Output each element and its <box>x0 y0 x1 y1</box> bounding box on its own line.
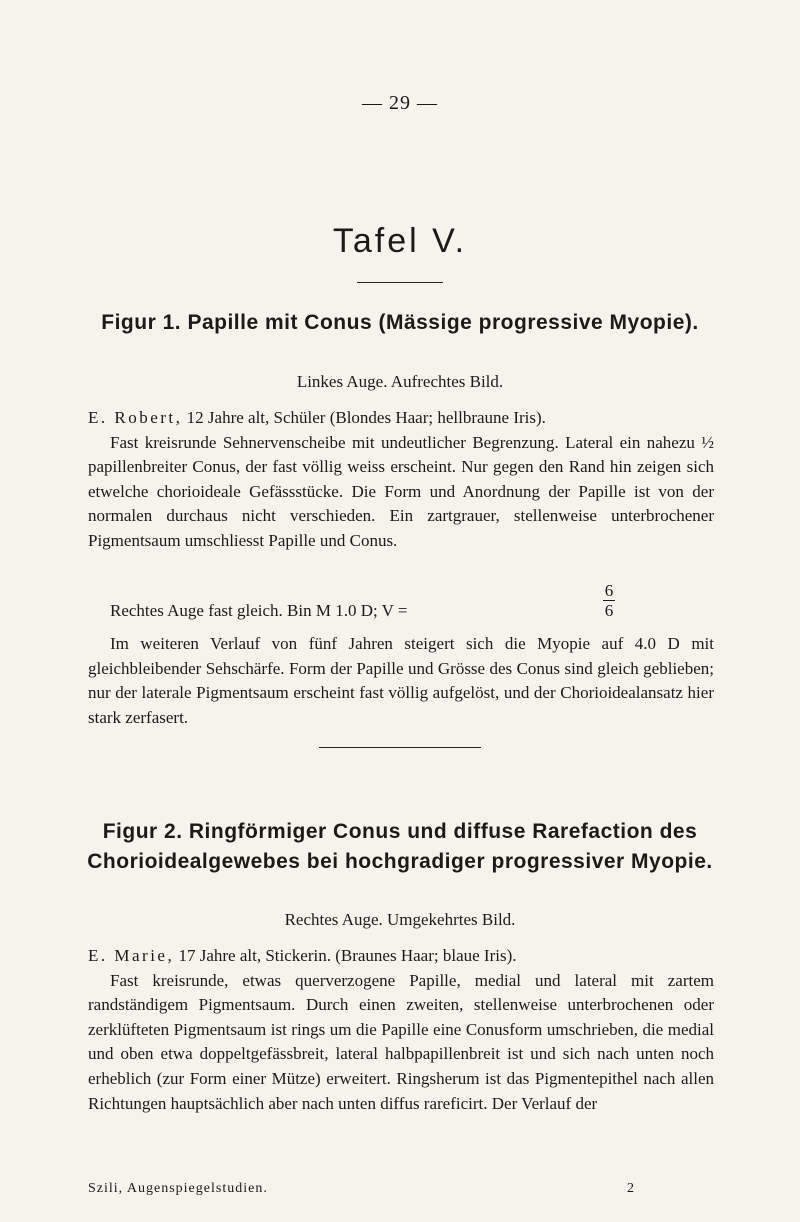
figure1-followup-block <box>88 632 714 730</box>
figure1-eye: Linkes Auge. Aufrechtes Bild. <box>296 372 504 391</box>
figure1-patient-name: E. Robert, <box>88 408 183 427</box>
figure1-text <box>88 406 714 554</box>
section-divider <box>319 747 481 748</box>
title-divider <box>357 282 443 283</box>
footer-signature: 2 <box>627 1181 634 1196</box>
figure2-title: Figur 2. Ringförmiger Conus und diffuse Rarefaction des Chorioidealgewebes bei hochgradiger progressiver Myopie. <box>87 820 713 873</box>
plate-title: Tafel V. <box>332 222 468 260</box>
figure1-refraction: Rechtes Auge fast gleich. Bin M 1.0 D; V = <box>110 601 408 620</box>
acuity-numerator: 6 <box>604 581 614 600</box>
acuity-denominator: 6 <box>604 601 614 620</box>
figure2-description: Fast kreisrunde, etwas querverzogene Papille, medial und lateral mit zartem randständigem Pigmentsaum. Durch einen zweiten, stellenweise unterbrochenen oder zerklüfteten Pigmentsaum ist rings um die Papille eine Conusform umschrieben, die medial und oben etwa doppeltgefässbreit, lateral halbpapillenbreit ist und sich nach unten noch erheblich (zur Form einer Mütze) erweitert. Ringsherum ist das Pigmentepithel nach allen Richtungen hauptsächlich aber nach unten diffus rareficirt. Der Verlauf der <box>88 970 714 1113</box>
figure1-title: Figur 1. Papille mit Conus (Mässige progressive Myopie). <box>101 311 699 334</box>
figure2-patient <box>88 944 714 969</box>
footer-source: Szili, Augenspiegelstudien. <box>88 1181 268 1196</box>
figure2-patient-name: E. Marie, <box>88 946 175 965</box>
figure1-description: Fast kreisrunde Sehnervenscheibe mit undeutlicher Begrenzung. Lateral ein nahezu ½ papillenbreiter Conus, der fast völlig weiss erscheint. Nur gegen den Rand hin zeigen sich etwelche chorioideale Gefässstücke. Die Form und Anordnung der Papille ist von der normalen durchaus nicht verschieden. Ein zartgrauer, stellenweise unterbrochener Pigmentsaum umschliesst Papille und Conus. <box>88 432 714 550</box>
page-number: — 29 — <box>362 92 438 114</box>
figure1-patient-info: 12 Jahre alt, Schüler (Blondes Haar; hellbraune Iris). <box>182 408 546 427</box>
figure2-eye: Rechtes Auge. Umgekehrtes Bild. <box>284 910 516 929</box>
figure1-patient <box>88 406 714 431</box>
visual-acuity-fraction <box>601 581 617 620</box>
figure2-patient-info: 17 Jahre alt, Stickerin. (Braunes Haar; blaue Iris). <box>174 946 517 965</box>
figure1-followup: Im weiteren Verlauf von fünf Jahren steigert sich die Myopie auf 4.0 D mit gleichbleibender Sehschärfe. Form der Papille und Grösse des Conus sind gleich geblieben; nur der laterale Pigmentsaum erscheint fast völlig aufgelöst, und der Chorioidealansatz hier stark zerfasert. <box>88 634 714 727</box>
figure2-text <box>88 944 714 1116</box>
